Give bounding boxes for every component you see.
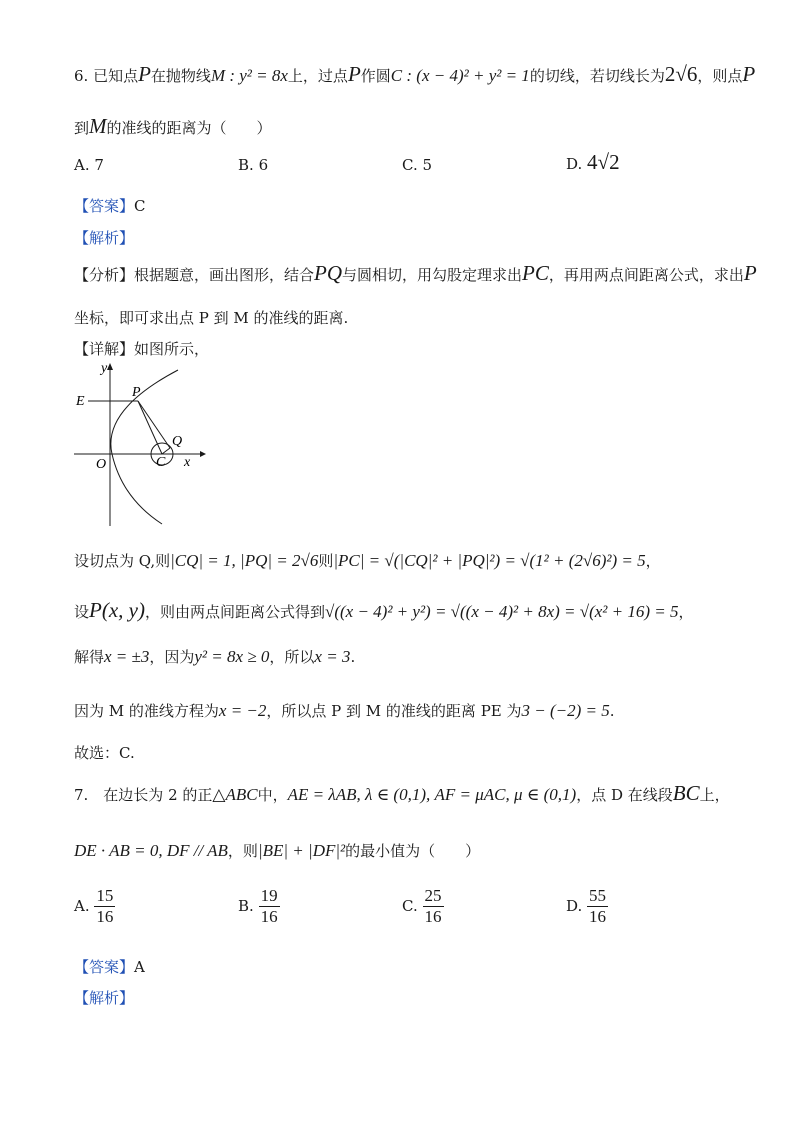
q6-text: 如图所示， bbox=[134, 340, 210, 358]
math-P: P bbox=[347, 62, 361, 86]
detail-tag: 【详解】 bbox=[74, 340, 135, 358]
q6-text: 设 bbox=[74, 603, 90, 621]
q6-analysis-tag: 【解析】 bbox=[74, 229, 135, 247]
q6-text: 因为 M 的准线方程为 bbox=[74, 702, 219, 720]
q7-text: ，点 D 在线段 bbox=[576, 786, 673, 804]
q6-line1 bbox=[74, 62, 755, 87]
q6-option-b: B. 6 bbox=[238, 156, 269, 174]
q6-text: . bbox=[609, 702, 615, 720]
q6-option-d: D. 4√2 bbox=[566, 150, 620, 174]
segment-PC bbox=[138, 401, 162, 454]
math-step3-c: x = 3 bbox=[314, 647, 351, 666]
q7-option-d: D. $\frac{55}{16}$ bbox=[566, 886, 607, 926]
q6-option-c: C. 5 bbox=[402, 156, 433, 174]
x-axis-arrow bbox=[200, 451, 206, 457]
q6-text: ，则由两点间距离公式得到 bbox=[144, 603, 325, 621]
math-step3-a: x = ±3 bbox=[104, 647, 150, 666]
q6-line2 bbox=[74, 114, 272, 139]
math-P: P bbox=[138, 62, 151, 86]
q6-text: 设切点为 Q,则 bbox=[74, 552, 171, 570]
math-step3-b: y² = 8x ≥ 0 bbox=[194, 647, 270, 666]
q6-fenxi bbox=[74, 261, 757, 286]
q6-text: ，因为 bbox=[149, 648, 195, 666]
math-tangent-length: 2√6 bbox=[664, 62, 698, 86]
label-y: y bbox=[101, 361, 108, 376]
q6-text: ， bbox=[678, 603, 694, 621]
q6-answer bbox=[74, 195, 146, 216]
q7-answer bbox=[74, 956, 145, 977]
math-triangle: △ABC bbox=[212, 785, 258, 804]
q6-step4 bbox=[74, 700, 615, 721]
math-BC: BC bbox=[672, 781, 700, 805]
q6-text: . bbox=[350, 648, 356, 666]
q7-text: 中， bbox=[257, 786, 288, 804]
q6-text: 6. 已知点 bbox=[74, 67, 139, 85]
answer-value: C bbox=[134, 197, 146, 215]
q6-text: 则 bbox=[318, 552, 334, 570]
fenxi-tag: 【分析】 bbox=[74, 266, 135, 284]
q6-fenxi-line2: 坐标，即可求出点 P 到 M 的准线的距离. bbox=[74, 309, 349, 327]
q6-text: 的切线，若切线长为 bbox=[529, 67, 665, 85]
math-PC: PC bbox=[522, 261, 549, 285]
math-step4-a: x = −2 bbox=[218, 701, 267, 720]
q7-analysis-tag: 【解析】 bbox=[74, 989, 135, 1007]
q6-text: 根据题意，画出图形，结合 bbox=[134, 266, 315, 284]
answer-tag: 【答案】 bbox=[74, 197, 135, 215]
math-condition-2: DE · AB = 0, DF // AB bbox=[74, 841, 228, 860]
q6-text: ，所以点 P 到 M 的准线的距离 PE 为 bbox=[266, 702, 522, 720]
q6-text: ，所以 bbox=[269, 648, 315, 666]
math-P: P bbox=[742, 62, 756, 86]
q6-text: 上，过点 bbox=[287, 67, 348, 85]
label-P: P bbox=[132, 385, 141, 400]
q7-text: 的最小值为（ ） bbox=[345, 842, 481, 860]
q6-text: 解得 bbox=[74, 648, 105, 666]
q7-line2 bbox=[74, 840, 480, 861]
math-P: P bbox=[743, 261, 757, 285]
math-parabola: M : y² = 8x bbox=[210, 66, 288, 85]
math-vector-condition: AE = λAB, λ ∈ (0,1), AF = μAC, μ ∈ (0,1) bbox=[287, 785, 577, 804]
q6-detail bbox=[74, 338, 209, 359]
q7-line1 bbox=[74, 781, 730, 806]
q6-text: 作圆 bbox=[360, 67, 391, 85]
parabola-curve bbox=[111, 370, 178, 524]
q6-conclusion: 故选：C. bbox=[74, 744, 135, 762]
math-M: M bbox=[89, 114, 107, 138]
math-circle: C : (x − 4)² + y² = 1 bbox=[390, 66, 530, 85]
parabola-circle-figure bbox=[70, 358, 210, 530]
q6-text: 与圆相切，用勾股定理求出 bbox=[342, 266, 523, 284]
q7-option-a: A. $\frac{15}{16}$ bbox=[74, 886, 114, 926]
q7-option-c: C. $\frac{25}{16}$ bbox=[402, 886, 442, 926]
y-axis-arrow bbox=[107, 363, 113, 370]
q7-text: ，则 bbox=[227, 842, 258, 860]
q6-text: 的准线的距离为（ ） bbox=[106, 119, 272, 137]
q6-step1 bbox=[74, 550, 661, 571]
math-expression: |BE| + |DF|² bbox=[257, 841, 346, 860]
q6-text: ，则点 bbox=[697, 67, 743, 85]
q7-text: 上， bbox=[699, 786, 730, 804]
segment-PQ bbox=[138, 401, 170, 448]
math-step4-b: 3 − (−2) = 5 bbox=[521, 701, 610, 720]
q6-text: ， bbox=[645, 552, 661, 570]
answer-tag: 【答案】 bbox=[74, 958, 135, 976]
label-E: E bbox=[76, 394, 85, 409]
label-C: C bbox=[156, 455, 166, 470]
label-O: O bbox=[96, 457, 107, 472]
answer-value: A bbox=[134, 958, 145, 976]
q6-option-a: A. 7 bbox=[74, 156, 104, 174]
label-Q: Q bbox=[172, 434, 183, 449]
math-PQ: PQ bbox=[314, 261, 343, 285]
q7-text: 7. 在边长为 2 的正 bbox=[74, 786, 213, 804]
q7-option-b: B. $\frac{19}{16}$ bbox=[238, 886, 278, 926]
math-step1-b: |PC| = √(|CQ|² + |PQ|²) = √(1² + (2√6)²) = 5 bbox=[333, 551, 646, 570]
q6-text: ，再用两点间距离公式，求出 bbox=[548, 266, 744, 284]
segment-CQ bbox=[162, 448, 170, 454]
q6-text: 到 bbox=[74, 119, 90, 137]
math-step1-a: |CQ| = 1, |PQ| = 2√6 bbox=[170, 551, 319, 570]
q6-text: 在抛物线 bbox=[150, 67, 211, 85]
math-step2-b: √((x − 4)² + y²) = √((x − 4)² + 8x) = √(x² + 16) = 5 bbox=[325, 602, 679, 621]
math-step2-a: P(x, y) bbox=[89, 598, 145, 622]
q6-step2 bbox=[74, 598, 694, 623]
q6-step3 bbox=[74, 646, 355, 667]
label-x: x bbox=[184, 455, 191, 470]
